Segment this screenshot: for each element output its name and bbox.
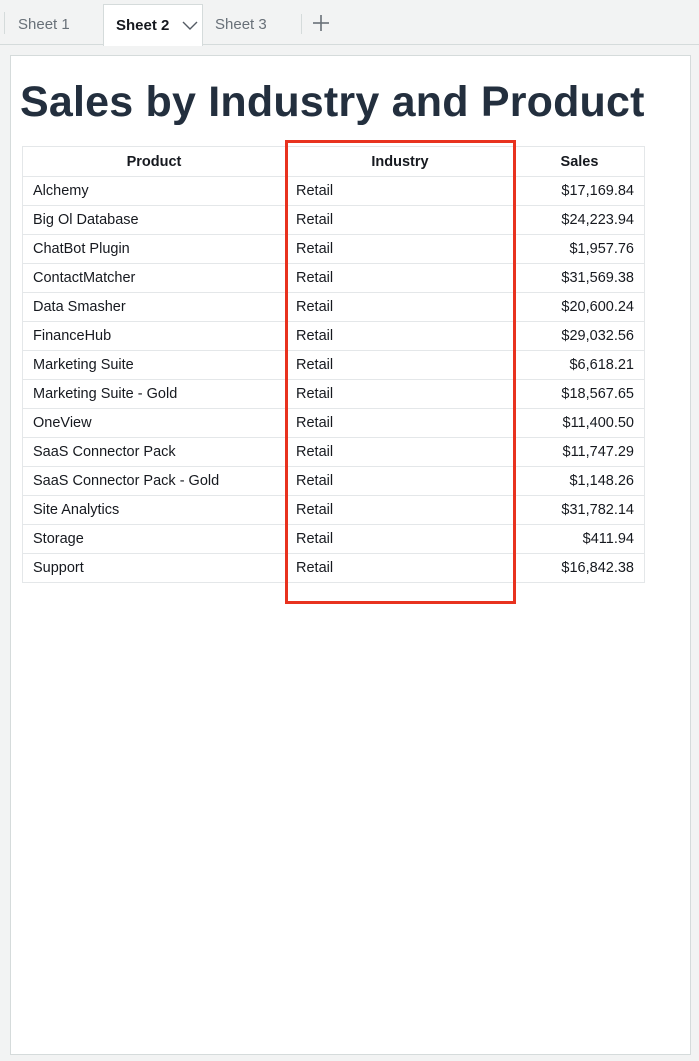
- table-row[interactable]: [23, 235, 645, 264]
- table-body: [23, 177, 645, 583]
- cell-industry[interactable]: Retail: [286, 380, 515, 409]
- cell-sales[interactable]: $24,223.94: [515, 206, 645, 235]
- table-row[interactable]: [23, 177, 645, 206]
- cell-industry[interactable]: Retail: [286, 293, 515, 322]
- tab-sheet-2[interactable]: [103, 4, 203, 46]
- cell-industry[interactable]: Retail: [286, 438, 515, 467]
- cell-sales[interactable]: $31,569.38: [515, 264, 645, 293]
- cell-sales[interactable]: $29,032.56: [515, 322, 645, 351]
- cell-sales[interactable]: $411.94: [515, 525, 645, 554]
- cell-sales[interactable]: $18,567.65: [515, 380, 645, 409]
- cell-sales[interactable]: $1,957.76: [515, 235, 645, 264]
- sales-table: [22, 146, 645, 583]
- table-row[interactable]: [23, 554, 645, 583]
- cell-industry[interactable]: Retail: [286, 496, 515, 525]
- cell-industry[interactable]: Retail: [286, 264, 515, 293]
- cell-industry[interactable]: Retail: [286, 235, 515, 264]
- cell-industry[interactable]: Retail: [286, 409, 515, 438]
- cell-sales[interactable]: $17,169.84: [515, 177, 645, 206]
- cell-industry[interactable]: Retail: [286, 206, 515, 235]
- cell-product[interactable]: Marketing Suite: [23, 351, 286, 380]
- cell-sales[interactable]: $16,842.38: [515, 554, 645, 583]
- cell-product[interactable]: SaaS Connector Pack: [23, 438, 286, 467]
- table-row[interactable]: [23, 438, 645, 467]
- cell-industry[interactable]: Retail: [286, 554, 515, 583]
- cell-product[interactable]: Alchemy: [23, 177, 286, 206]
- cell-sales[interactable]: $20,600.24: [515, 293, 645, 322]
- cell-sales[interactable]: $11,400.50: [515, 409, 645, 438]
- table-row[interactable]: [23, 264, 645, 293]
- table-row[interactable]: [23, 525, 645, 554]
- tab-divider: [4, 12, 5, 34]
- cell-product[interactable]: Data Smasher: [23, 293, 286, 322]
- table-row[interactable]: [23, 467, 645, 496]
- table-row[interactable]: [23, 293, 645, 322]
- tab-label: Sheet 2: [116, 17, 170, 34]
- tab-divider: [301, 14, 302, 34]
- cell-product[interactable]: ChatBot Plugin: [23, 235, 286, 264]
- table-row[interactable]: [23, 380, 645, 409]
- cell-product[interactable]: Big Ol Database: [23, 206, 286, 235]
- cell-product[interactable]: Storage: [23, 525, 286, 554]
- table-row[interactable]: [23, 496, 645, 525]
- tab-sheet-1[interactable]: [18, 4, 98, 45]
- sheet-tab-bar: [0, 0, 699, 45]
- cell-sales[interactable]: $11,747.29: [515, 438, 645, 467]
- tab-label: Sheet 3: [215, 16, 267, 33]
- table-row[interactable]: [23, 322, 645, 351]
- tab-label: Sheet 1: [18, 16, 70, 33]
- cell-product[interactable]: OneView: [23, 409, 286, 438]
- cell-sales[interactable]: $31,782.14: [515, 496, 645, 525]
- tab-sheet-3[interactable]: [215, 4, 295, 45]
- cell-product[interactable]: ContactMatcher: [23, 264, 286, 293]
- cell-industry[interactable]: Retail: [286, 525, 515, 554]
- cell-industry[interactable]: Retail: [286, 467, 515, 496]
- sheet-canvas: [10, 55, 691, 1055]
- cell-product[interactable]: Marketing Suite - Gold: [23, 380, 286, 409]
- cell-industry[interactable]: Retail: [286, 177, 515, 206]
- column-header-sales[interactable]: Sales: [515, 147, 645, 177]
- table-row[interactable]: [23, 206, 645, 235]
- plus-icon[interactable]: [311, 13, 331, 33]
- table-row[interactable]: [23, 409, 645, 438]
- column-header-product[interactable]: Product: [23, 147, 286, 177]
- table-header-row: [23, 147, 645, 177]
- cell-product[interactable]: Site Analytics: [23, 496, 286, 525]
- cell-product[interactable]: FinanceHub: [23, 322, 286, 351]
- cell-sales[interactable]: $6,618.21: [515, 351, 645, 380]
- cell-sales[interactable]: $1,148.26: [515, 467, 645, 496]
- cell-product[interactable]: Support: [23, 554, 286, 583]
- cell-industry[interactable]: Retail: [286, 322, 515, 351]
- chevron-down-icon[interactable]: [181, 17, 199, 35]
- column-header-industry[interactable]: Industry: [286, 147, 515, 177]
- sheet-title: Sales by Industry and Product: [20, 78, 645, 126]
- cell-product[interactable]: SaaS Connector Pack - Gold: [23, 467, 286, 496]
- table-row[interactable]: [23, 351, 645, 380]
- cell-industry[interactable]: Retail: [286, 351, 515, 380]
